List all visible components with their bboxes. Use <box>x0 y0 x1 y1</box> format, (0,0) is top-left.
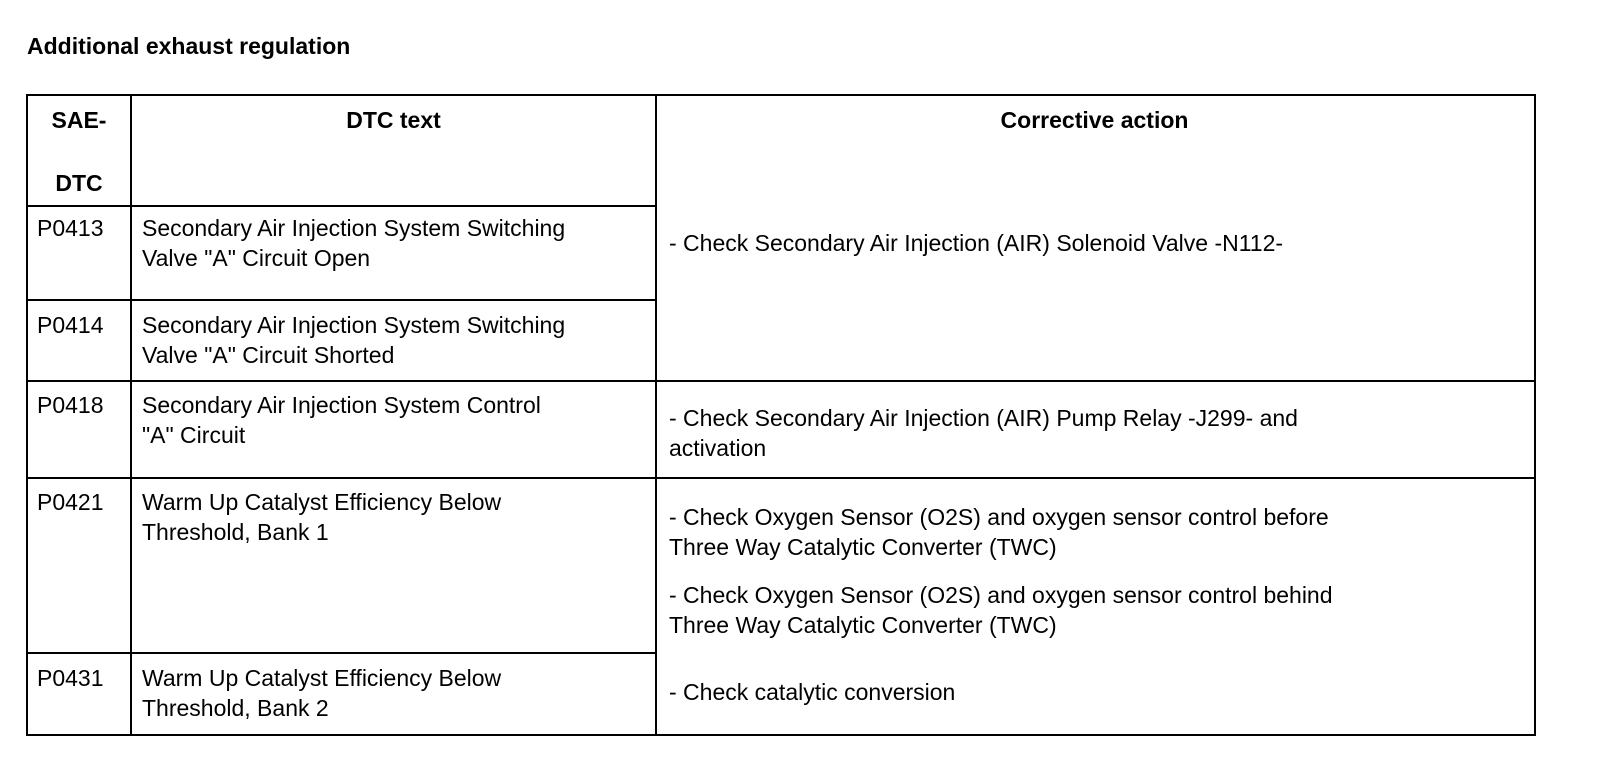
action-line: - Check Secondary Air Injection (AIR) Pump Relay -J299- and <box>669 405 1298 431</box>
header-sae-dtc-line1: SAE- <box>51 107 107 133</box>
header-sae-dtc <box>28 105 130 198</box>
header-dtc-text: DTC text <box>346 107 441 133</box>
dtc-code-p0421: P0421 <box>37 489 104 515</box>
dtc-text-p0431 <box>142 663 501 723</box>
dtc-code-p0418: P0418 <box>37 392 104 418</box>
action-line: Three Way Catalytic Converter (TWC) <box>669 534 1057 560</box>
action-air-solenoid-valve: - Check Secondary Air Injection (AIR) Solenoid Valve -N112- <box>669 230 1284 256</box>
row-divider-p0421 <box>28 652 657 654</box>
dtc-code-p0414: P0414 <box>37 312 104 338</box>
column-divider-code <box>130 96 132 734</box>
action-line: - Check Oxygen Sensor (O2S) and oxygen sensor control behind <box>669 582 1333 608</box>
dtc-text-line: Warm Up Catalyst Efficiency Below <box>142 665 502 691</box>
dtc-text-line: "A" Circuit <box>142 422 246 448</box>
dtc-text-line: Valve "A" Circuit Shorted <box>142 342 395 368</box>
action-o2s-behind-twc <box>669 580 1333 640</box>
dtc-text-line: Secondary Air Injection System Control <box>142 392 541 418</box>
dtc-text-p0421 <box>142 487 501 547</box>
row-divider-p0414 <box>28 380 1534 382</box>
action-o2s-before-twc <box>669 502 1329 562</box>
dtc-text-p0418 <box>142 390 541 450</box>
dtc-text-line: Secondary Air Injection System Switching <box>142 312 566 338</box>
row-divider-p0418 <box>28 477 1534 479</box>
dtc-code-p0431: P0431 <box>37 665 104 691</box>
dtc-text-line: Threshold, Bank 2 <box>142 695 329 721</box>
dtc-table <box>26 94 1536 736</box>
dtc-text-line: Secondary Air Injection System Switching <box>142 215 566 241</box>
row-divider-header <box>28 205 657 207</box>
action-line: activation <box>669 435 767 461</box>
action-line: Three Way Catalytic Converter (TWC) <box>669 612 1057 638</box>
action-air-pump-relay <box>669 403 1298 463</box>
page-title: Additional exhaust regulation <box>27 33 351 59</box>
row-divider-p0413 <box>28 299 657 301</box>
header-sae-dtc-line2: DTC <box>55 170 103 196</box>
column-divider-text <box>655 96 657 734</box>
dtc-code-p0413: P0413 <box>37 215 104 241</box>
dtc-text-p0413 <box>142 213 565 273</box>
header-corrective-action: Corrective action <box>1000 107 1189 133</box>
dtc-text-line: Warm Up Catalyst Efficiency Below <box>142 489 502 515</box>
dtc-text-line: Valve "A" Circuit Open <box>142 245 371 271</box>
dtc-text-p0414 <box>142 310 565 370</box>
action-line: - Check Oxygen Sensor (O2S) and oxygen sensor control before <box>669 504 1329 530</box>
action-catalytic-conversion: - Check catalytic conversion <box>669 679 956 705</box>
dtc-text-line: Threshold, Bank 1 <box>142 519 329 545</box>
